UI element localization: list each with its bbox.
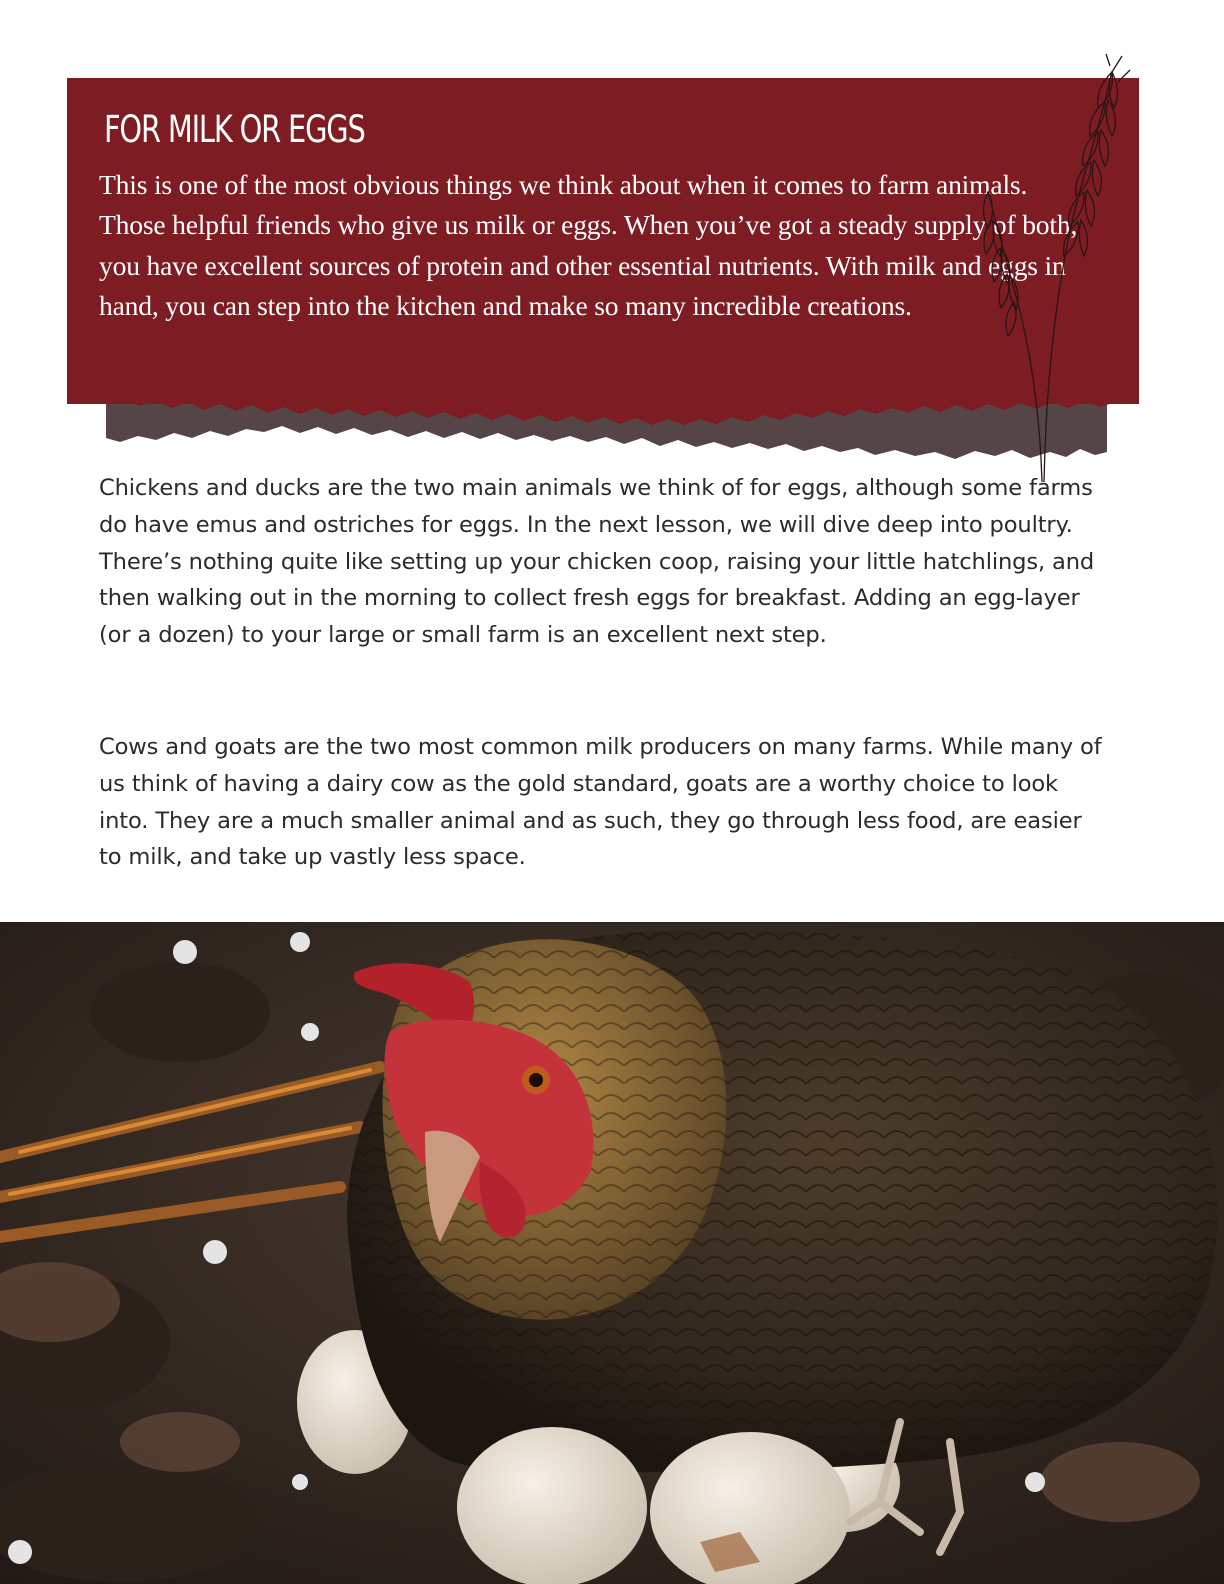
wheat-stalk-icon — [972, 52, 1142, 492]
section-heading: FOR MILK OR EGGS — [104, 108, 365, 151]
hen-on-eggs-photo — [0, 922, 1224, 1584]
section-intro: This is one of the most obvious things we think about when it comes to farm animals. Those helpful friends who give us milk or eggs. When you’ve got a steady supply of both, you have excellent sources of protein and other essential nutrients. With milk and eggs in hand, you can step into the kitchen and make so many incredible creations. — [99, 169, 1078, 321]
milk-paragraph: Cows and goats are the two most common milk producers on many farms. While many of us think of having a dairy cow as the gold standard, goats are a worthy choice to look into. They are a much smaller animal and as such, they go through less food, are easier to milk, and take up vastly less space. — [99, 734, 1102, 871]
eggs-paragraph: Chickens and ducks are the two main animals we think of for eggs, although some farms do have emus and ostriches for eggs. In the next lesson, we will dive deep into poultry. There’s nothing quite like setting up your chicken coop, raising your little hatchlings, and then walking out in the morning to collect fresh eggs for breakfast. Adding an egg-layer (or a dozen) to your large or small farm is an excellent next step. — [99, 475, 1095, 649]
